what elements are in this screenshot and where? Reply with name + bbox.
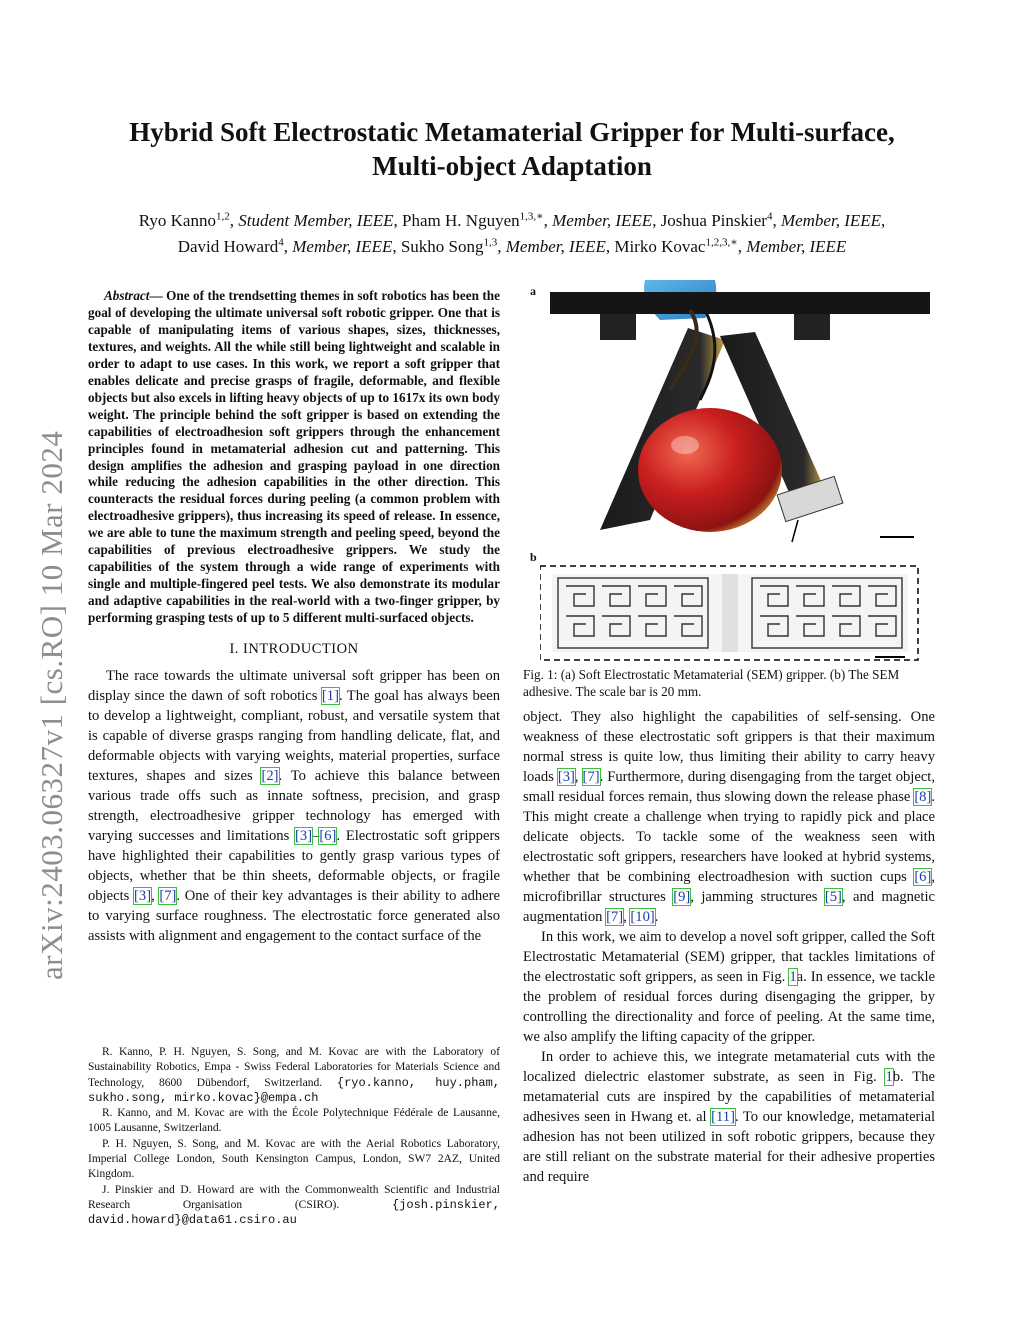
author: Mirko Kovac$^{1,2,3,∗}$, Member, IEEE — [614, 236, 847, 256]
author-list: Ryo Kanno$^{1,2}$, Student Member, IEEE, Pham H. Nguyen$^{1,3,∗}$, Member, IEEE, Joshua Pinskier$^4$, Member, IEEE, David Howard$^4$, Member, IEEE, Sukho Song$^{1,3}$, Member, IEEE, Mirko Kovac$^{1,2,3,∗}$, Member, IEEE — [138, 210, 886, 256]
sem-adhesive-panel — [540, 566, 918, 660]
citation-link[interactable]: [3] — [557, 769, 575, 785]
author-role: Member, IEEE — [292, 237, 393, 256]
author-affiliation: 1,3 — [483, 236, 498, 249]
footnote-email: {ryo.kanno, huy.pham, sukho.song, mirko.kovac}@empa.ch — [88, 1075, 501, 1105]
author-name: Mirko Kovac — [614, 237, 706, 256]
introduction-left-text — [88, 666, 500, 946]
introduction-right-text — [523, 707, 935, 1187]
footnote-email: {josh.pinskier, david.howard}@data61.csiro.au — [88, 1197, 500, 1228]
apple-highlight — [671, 436, 699, 454]
figure-label-a: a — [530, 284, 536, 298]
paragraph: The race towards the ultimate universal soft gripper has been on display since the dawn of soft robotics [1]. The goal has always been to develop a lightweight, compliant, robust, and versatile system that is capable of diverse grasps ranging from handling delicate, flat, and deformable objects with varying weights, material properties, surface textures, shapes and sizes [2]. To achieve this balance between various trade offs such as innate softness, precision, and grasp strength, electroadhesive gripper technology has emerged with varying successes and limitations [3]–[6]. Electrostatic soft grippers have highlighted their capabilities to gently grasp various types of objects, whether that be thin sheets, deformable objects, or fragile objects [3], [7]. One of their key advantages is their ability to adhere to varying surface roughness. The electrostatic force generated also assists with alignment and engagement to the contact surface of the — [88, 668, 501, 945]
scale-bar-a — [880, 536, 914, 538]
citation-link[interactable]: [9] — [673, 889, 691, 905]
citation-link[interactable]: [2] — [261, 768, 279, 785]
footnote: P. H. Nguyen, S. Song, and M. Kovac are with the Aerial Robotics Laboratory, Imperial College London, South Kensington Campus, London, SW7 2AZ, United Kingdom. — [88, 1137, 500, 1181]
section-heading-introduction: I. INTRODUCTION — [229, 641, 359, 658]
author: Pham H. Nguyen$^{1,3,∗}$, Member, IEEE — [402, 210, 653, 230]
author: Joshua Pinskier$^4$, Member, IEEE — [660, 210, 882, 230]
citation-link[interactable]: [7] — [159, 888, 177, 905]
author-affiliation: 4 — [766, 210, 773, 223]
citation-link[interactable]: [10] — [630, 909, 655, 925]
author-affiliation: 1,3,∗ — [519, 210, 544, 223]
author-affiliation: 1,2,3,∗ — [705, 236, 738, 249]
author-name: Ryo Kanno — [138, 211, 216, 230]
citation-link[interactable]: [6] — [914, 869, 932, 885]
author-role: Member, IEEE — [552, 211, 653, 230]
author-name: David Howard — [177, 237, 279, 256]
author-affiliation: 4 — [278, 236, 284, 249]
author-name: Joshua Pinskier — [660, 211, 767, 230]
author-role: Member, IEEE — [505, 237, 606, 256]
abstract-label: Abstract — [104, 288, 150, 303]
footnote: R. Kanno, P. H. Nguyen, S. Song, and M. Kovac are with the Laboratory of Sustainability Robotics, Empa - Swiss Federal Laboratories for Materials Science and Technology, 8600 Dübendorf, Switzerland. {ryo.kanno, huy.pham, sukho.song, mirko.kovac}@empa.ch — [88, 1046, 501, 1105]
citation-link[interactable]: [11] — [711, 1109, 735, 1125]
mount-block-right — [794, 314, 830, 340]
author-role: Member, IEEE — [746, 237, 847, 256]
author-affiliation: 1,2 — [215, 210, 230, 223]
citation-link[interactable]: [7] — [582, 769, 600, 785]
footnote: J. Pinskier and D. Howard are with the Commonwealth Scientific and Industrial Research Organisation (CSIRO). {josh.pinskier, david.howard}@data61.csiro.au — [88, 1183, 500, 1228]
citation-link[interactable]: [6] — [319, 828, 337, 845]
footnote: R. Kanno, and M. Kovac are with the École Polytechnique Fédérale de Lausanne, 1005 Lausanne, Switzerland. — [88, 1107, 500, 1135]
left-column — [88, 288, 500, 946]
figure-label-b: b — [530, 550, 537, 564]
figure-caption: Fig. 1: (a) Soft Electrostatic Metamaterial (SEM) gripper. (b) The SEM adhesive. The scale bar is 20 mm. — [523, 667, 900, 699]
citation-link[interactable]: [8] — [914, 789, 932, 805]
author: Sukho Song$^{1,3}$, Member, IEEE — [400, 236, 606, 256]
citation-link[interactable]: [5] — [824, 889, 842, 905]
mounting-plate — [550, 292, 930, 314]
paper-title-line1: Hybrid Soft Electrostatic Metamaterial Gripper for Multi-surface, — [129, 117, 895, 147]
citation-link[interactable]: 1 — [885, 1069, 893, 1085]
gripper-photo — [540, 280, 936, 550]
mount-block-left — [600, 314, 636, 340]
author-role: Student Member, IEEE — [238, 211, 394, 230]
arxiv-identifier: arXiv:2403.06327v1 [cs.RO] 10 Mar 2024 — [34, 430, 69, 980]
footnotes — [88, 1045, 500, 1229]
author-role: Member, IEEE — [780, 211, 882, 230]
author-name: Pham H. Nguyen — [402, 211, 520, 230]
center-connector — [722, 574, 738, 652]
figure-1-image — [540, 280, 936, 664]
citation-link[interactable]: [1] — [321, 688, 339, 705]
author: David Howard$^4$, Member, IEEE — [177, 236, 393, 256]
scale-bar-b — [875, 656, 905, 658]
citation-link[interactable]: [3] — [134, 888, 152, 905]
citation-link[interactable]: 1 — [789, 969, 797, 985]
abstract-text: — One of the trendsetting themes in soft robotics has been the goal of developing the ultimate universal soft robotic gripper. One that is capable of manipulating items of various shapes, sizes, thicknesses, textures, and weights. All the while still being lightweight and scalable in order to adapt to use cases. In this work, we report a soft gripper that enables delicate and precise grasps of fragile, deformable, and flexible objects but also excels in lifting heavy objects of up to 1617x its own body weight. The principle behind the soft gripper is based on extending the capabilities of electroadhesion soft grippers through the enhancement principles found in metamaterial adhesion cut and patterning. This design amplifies the adhesion and grasping payload in one direction while reducing the adhesion capabilities in the other direction. This counteracts the residual forces during peeling (a common problem with electroadhesive grippers), thus increasing its speed of release. In essence, we are able to tune the maximum strength and peeling speed, beyond the capabilities of previous electroadhesive grippers. We study the capabilities of the system through a wide range of experiments with single and multiple-fingered peel tests. We also demonstrate its modular and adaptive capabilities in the real-world with a two-finger gripper, by performing grasping tests of up to 5 different multi-surfaced objects. — [88, 288, 500, 626]
paragraph: object. They also highlight the capabilities of self-sensing. One weakness of these electrostatic soft grippers is that their maximum normal stress is quite low, thus limiting their ability to carry heavy loads [3], [7]. Furthermore, during disengaging from the target object, small residual forces remain, thus slowing down the release phase [8]. This might create a challenge when trying to rapidly pick and place delicate objects. To tackle some of the weakness seen with electrostatic soft grippers, researchers have looked at hybrid systems, whether that be combining electroadhesion with suction cups [6], microfibrillar structures [9], jamming structures [5], and magnetic augmentation [7], [10]. — [523, 709, 935, 925]
paper-title — [90, 115, 934, 183]
author: Ryo Kanno$^{1,2}$, Student Member, IEEE — [138, 210, 394, 230]
paper-title-line2: Multi-object Adaptation — [372, 151, 652, 181]
citation-link[interactable]: [7] — [606, 909, 624, 925]
apple — [638, 408, 782, 532]
paragraph: In order to achieve this, we integrate metamaterial cuts with the localized dielectric elastomer substrate, as seen in Fig. 1b. The metamaterial cuts are inspired by the capabilities of metamaterial adhesives seen in Hwang et. al [11]. To our knowledge, metamaterial adhesion has not been utilized in soft robotic grippers, because they are still reliant on the substrate material for their adhesive properties and require — [523, 1049, 935, 1185]
author-name: Sukho Song — [400, 237, 484, 256]
paragraph: In this work, we aim to develop a novel soft gripper, called the Soft Electrostatic Metamaterial (SEM) gripper, that tackles limitations of the electrostatic soft grippers, as seen in Fig. 1a. In essence, we tackle the problem of residual forces during disengaging the gripper, by controlling the directionality and force of peeling. At the same time, we also amplify the lifting capacity of the gripper. — [523, 929, 935, 1045]
citation-link[interactable]: [3] — [295, 828, 313, 845]
abstract — [88, 288, 500, 627]
